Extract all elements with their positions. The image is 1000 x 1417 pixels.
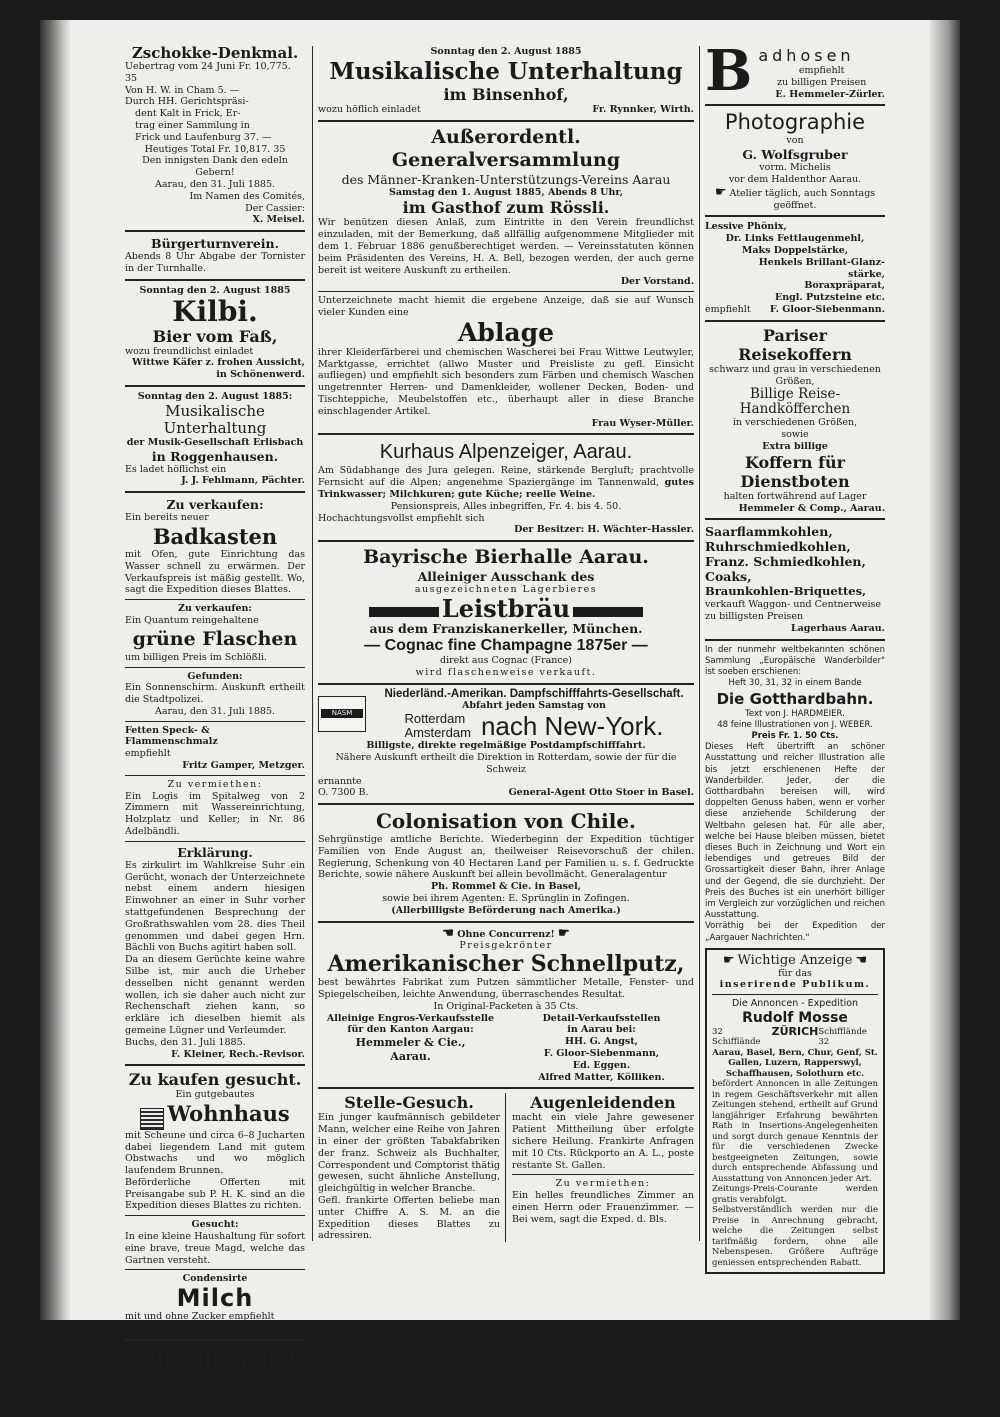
pointing-hand-icon: ☚	[855, 952, 868, 968]
pointing-hand-icon: ☛	[714, 184, 727, 200]
ad-zschokke: Zschokke-Denkmal. Uebertrag vom 24 Juni Fr. 10,775. 35 Von H. W. in Cham 5. — Durch HH. Gerichtspräsi- dent Kalt in Frick, Er- trag einer Sammlung in Frick und Laufenburg 37. — Heutiges Total Fr. 10,817. 35 Den innigsten Dank den edeln Gebern! Aarau, den 31. Juli 1885. Im Namen des Comités, Der Cassier: X. Meisel.	[125, 44, 305, 226]
house-icon	[140, 1108, 164, 1130]
ad-phoenix: Lessive Phönix, Dr. Links Fettlaugenmehl, Maks Doppelstärke, Henkels Brillant-Glanz- stärke, Boraxpräparat, Engl. Putzsteine etc. empfiehlt F. Gloor-Siebenmann.	[705, 221, 885, 315]
ad-dampfschiff: NASM Niederländ.-Amerikan. Dampfschifffahrts-Gesellschaft. Abfahrt jeden Samstag von Rotterdam Amsterdam nach New-York. Billigste, direkte regelmäßige Postdampfschifffahrt. Nähere Auskunft ertheilt die Direktion in Rotterdam, sowie der für die Schweiz ernannte O. 7300 B. General-Agent Otto Stoer in Basel.	[318, 687, 694, 799]
column-left	[125, 46, 305, 1417]
ad-wohnhaus: Zu kaufen gesucht. Ein gutgebautes Wohnhaus mit Scheune und circa 6–8 Jucharten dabei liegendem Land mit gutem Obstwachs und wo möglich laufendem Brunnen. Beförderliche Offerten mit Preisangabe sub P. H. K. sind an die Expedition dieses Blattes zu richten.	[125, 1070, 305, 1212]
ad-badkasten: Zu verkaufen: Ein bereits neuer Badkasten mit Ofen, gute Einrichtung das Wasser schnell zu erwärmen. Der Verkaufspreis ist mäßig gestellt. Wo, sagt die Expedition dieses Blattes.	[125, 497, 305, 596]
ad-magd: Gesucht: In eine kleine Haushaltung für sofort eine brave, treue Magd, welche das Gartnen versteht.	[125, 1219, 305, 1266]
black-bar	[573, 607, 643, 617]
ad-flaschen: Zu verkaufen: Ein Quantum reingehaltene grüne Flaschen um billigen Preis im Schlößli.	[125, 603, 298, 663]
ad-reisekoffern: Pariser Reisekoffern schwarz und grau in verschiedenen Größen, Billige Reise-Handköfferchen in verschiedenen Größen, sowie Extra billige Koffern für Dienstboten halten fortwährend auf Lager Hemmeler & Comp., Aarau.	[709, 325, 885, 514]
ad-bierhalle: Bayrische Bierhalle Aarau. Alleiniger Ausschank des ausgezeichneten Lagerbieres Leistbräu aus dem Franziskanerkeller, München. — Cognac fine Champagne 1875er — direkt aus Cognac (France) wird flaschenweise verkauft.	[363, 546, 649, 678]
ad-kilbi: Sonntag den 2. August 1885 Kilbi. Bier vom Faß, wozu freundlichst einladet Wittwe Käfer z. frohen Aussicht, in Schönenwerd.	[125, 284, 305, 381]
column-middle	[318, 46, 694, 1242]
ad-logis: Zu vermiethen: Ein Logis im Spitalweg von 2 Zimmern mit Wassereinrichtung, Holzplatz und Keller; in Nr. 86 Adelbändli.	[125, 778, 305, 838]
ship-flag-icon: NASM	[318, 696, 366, 732]
ad-binsenhof: Sonntag den 2. August 1885 Musikalische Unterhaltung im Binsenhof, wozu höflich einladet Fr. Rynnker, Wirth.	[318, 46, 694, 115]
ad-gefunden: Gefunden: Ein Sonnenschirm. Auskunft ertheilt die Stadtpolizei. Aarau, den 31. Juli 1885. Fetten Speck- & Flammenschmalz empfiehlt Fritz Gamper, Metzger.	[125, 670, 305, 772]
ad-musik-erlisbach: Sonntag den 2. August 1885: Musikalische Unterhaltung der Musik-Gesellschaft Erlisbach in Roggenhausen. Es ladet höflichst ein J. J. Fehlmann, Pächter.	[125, 390, 305, 487]
black-bar	[369, 607, 439, 617]
pointing-hand-icon: ☛	[722, 952, 735, 968]
ad-ablage: Unterzeichnete macht hiemit die ergebene Anzeige, daß sie auf Wunsch vieler Kunden eine Ablage ihrer Kleiderfärberei und chemischen Wascherei bei Frau Wittwe Leutwyler, Marktgasse, errichtet (allwo Muster und Preisliste zu gefl. Einsicht aufliegen) und empfiehlt sich besonders zum Färben und chemisch Waschen ungetrennter Herren- und Damenkleider, wollener Decken, Boden- und Tischteppiche, Meubelstoffen etc., überhaupt aller in diese Branche einschlagender Artikel. Frau Wyser-Müller.	[318, 295, 694, 429]
ad-kohlen: Saarflammkohlen, Ruhrschmiedkohlen, Franz. Schmiedkohlen, Coaks, Braunkohlen-Briquettes, verkauft Waggon- und Centnerweise zu billigsten Preisen Lagerhaus Aarau.	[705, 524, 885, 634]
ad-gotthardbahn: In der nunmehr weltbekannten schönen Sammlung „Europäische Wanderbilder" ist soeben erschienen: Heft 30, 31, 32 in einem Bande Die Gotthardbahn. Text von J. HARDMEIER. 48 feine Illustrationen von J. WEBER. Preis Fr. 1. 50 Cts. Dieses Heft übertrifft an schöner Ausstattung und reicher Illustration alle bis jetzt erschienenen Hefte der Wanderbilder. Jeder, der die Gotthardbahn bereisen will, wird doppelten Genuss haben, wenn er vorher diese anziehende Schilderung der Weltbahn gelesen hat. Für alle aber, welche bei Hause bleiben müssen, bietet dieses Buch in Zeichnung und Wort ein lebendiges und getreues Bild der Grossartigkeit dieser Bahn, ihrer Anlage und der Gegend, die sie durchzieht. Der Preis des Buches ist ein unerhört billiger im Vergleich zur vorzüglichen und reichen Ausstattung. Vorräthig bei der Expedition der „Aargauer Nachrichten."	[705, 644, 885, 943]
ads-bottom-row	[318, 1093, 694, 1242]
ad-rudolf-mosse: ☛ Wichtige Anzeige ☚ für das inserirende Publikum. Die Annoncen - Expedition Rudolf Mosse 32 Schifflände ZÜRICH Schifflände 32 Aarau, Basel, Bern, Chur, Genf, St. Gallen, Luzern, Rapperswyl, Schaffhausen, Solothurn etc. befördert Annoncen in alle Zeitungen in regem Geschäftsverkehr mit allen Zeitungen stehend, ertheilt auf Grund langjähriger Erfahrung bewährten Rath in Insertions-Angelegenheiten und sorgt durch genaue Kenntnis der für die verschiedenen Zwecke bestgeeigneten Zeitungen, sowie durch entsprechende Abfassung und Ausstattung von Annoncen jeder Art. Zeitungs-Preis-Courante werden gratis verabfolgt. Selbstverständlich werden nur die Preise in Anrechnung gebracht, welche die Zeitungen selbst tarifmäßig fordern, ohne alle Nebenspesen. Größere Aufträge geniessen entsprechenden Rabatt.	[705, 948, 885, 1275]
ad-erklaerung: Erklärung. Es zirkulirt im Wahlkreise Suhr ein Gerücht, wonach der Unterzeichnete nebst einem andern hiesigen Einwohner an einer in Suhr vorher stattgefundenen Besprechung der Großrathswahlen vom 28. dies Theil genommen und dabei gegen Hrn. Bächli von Buchs agitirt haben soll. Da an diesem Gerüchte keine wahre Silbe ist, mir auch die Urheber desselben nicht genannt werden wollen, ich sie daher auch nicht zur Rechenschaft ziehen kann, so erkläre ich dieselben hiemit als gemeine Lügner und Verleumder. Buchs, den 31. Juli 1885. F. Kleiner, Rech.-Revisor.	[125, 844, 305, 1060]
column-rule-right	[699, 46, 700, 1241]
ad-milch: Condensirte Milch mit und ohne Zucker empfiehlt O. Ziegler, Apoth.	[125, 1273, 305, 1335]
column-rule-left	[312, 46, 313, 1241]
ad-badhosen: B adhosen empfiehlt zu billigen Preisen E. Hemmeler-Zürler.	[705, 46, 885, 101]
page-edge	[930, 20, 960, 1320]
ad-turnverein: Bürgerturnverein. Abends 8 Uhr Abgabe der Tornister in der Turnhalle.	[125, 236, 305, 274]
ad-schnellputz: ☚ Ohne Concurrenz! ☛ Preisgekrönter Amerikanischer Schnellputz, best bewährtes Fabrikat zum Putzen sämmtlicher Metalle, Fenster- und Spiegelscheiben, leichte Anwendung, überraschendes Resultat. In Original-Packeten à 35 Cts. Alleinige Engros-Verkaufsstelle für den Kanton Aargau: Hemmeler & Cie., Aarau. Detail-Verkaufsstellen in Aarau bei: HH. G. Angst, F. Gloor-Siebenmann, Ed. Eggen. Alfred Matter, Kölliken.	[318, 925, 694, 1083]
ad-generalversammlung: Außerordentl. Generalversammlung des Männer-Kranken-Unterstützungs-Vereins Aarau Samstag den 1. August 1885, Abends 8 Uhr, im Gasthof zum Rössli. Wir benützen diesen Anlaß, zum Eintritte in den Verein freundlichst einzuladen, mit der Bemerkung, daß allfällig aufgenommene Mitglieder mit dem 1. Februar 1886 genußberechtiget werden. — Vereinsstatuten können beim Präsidenten des Vereins, H. A. Bell, bezogen werden, der auch gerne bereit ist weitere Auskunft zu ertheilen. Der Vorstand.	[318, 125, 694, 288]
pointing-hand-icon: ☛	[558, 925, 570, 941]
ad-roehrenmacher: Röhrenmacher, tüchtige finden andauernde Arbeit bei Carl Bodmer, Hafner, (M-1310-Z) Wiedikon-Zürich.	[125, 1344, 306, 1417]
ad-stelle-gesuch: Stelle-Gesuch. Ein junger kaufmännisch gebildeter Mann, welcher eine Reihe von Jahren in einer der größten Tabakfabriken der franz. Schweiz als Buchhalter, Correspondent und Comptorist thätig gewesen, sucht ähnliche Anstellung, gleichgültig in welcher Branche. Gefl. frankirte Offerten beliebe man unter Chiffre A. S. M. an die Expedition dieses Blattes zu adressiren.	[318, 1093, 506, 1242]
column-right	[705, 46, 885, 1274]
ad-photographie: Photographie von G. Wolfsgruber vorm. Michelis vor dem Haldenthor Aarau. ☛ Atelier täglich, auch Sonntags geöffnet.	[714, 110, 876, 211]
book-spine	[40, 20, 70, 1320]
ad-augenleidenden: Augenleidenden macht ein viele Jahre gewesener Patient Mittheilung über erfolgte sichere Heilung. Frankirte Anfragen mit 10 Cts. Rückporto an A. L., poste restante St. Gallen. Zu vermiethen: Ein helles freundliches Zimmer an einen Herrn oder Frauenzimmer. — Bei wem, sagt die Exped. d. Bls.	[512, 1093, 694, 1225]
pointing-hand-icon: ☚	[442, 925, 454, 941]
ad-chile: Colonisation von Chile. Sehrgünstige amtliche Berichte. Wiederbeginn der Expedition tüchtiger Familien von Ende August an, theilweiser Reisevorschuß der chilen. Regierung, Schenkung von 40 Hectaren Land per Familien u. s. f. Gedruckte Berichte, sowie nähere Auskunft bei allein bevollmächt. Generalagentur Ph. Rommel & Cie. in Basel, sowie bei ihrem Agenten: E. Sprünglin in Zofingen. (Allerbilligste Beförderung nach Amerika.)	[318, 809, 694, 916]
ad-kurhaus: Kurhaus Alpenzeiger, Aarau. Am Südabhange des Jura gelegen. Reine, stärkende Bergluft; prachtvolle Fernsicht auf die Alpen; angenehme Spaziergänge im Tannenwald, gutes Trinkwasser; Milchkuren; gute Küche; reelle Weine. Pensionspreis, Alles inbegriffen, Fr. 4. bis 4. 50. Hochachtungsvollst empfiehlt sich Der Besitzer: H. Wächter-Hassler.	[318, 441, 694, 536]
